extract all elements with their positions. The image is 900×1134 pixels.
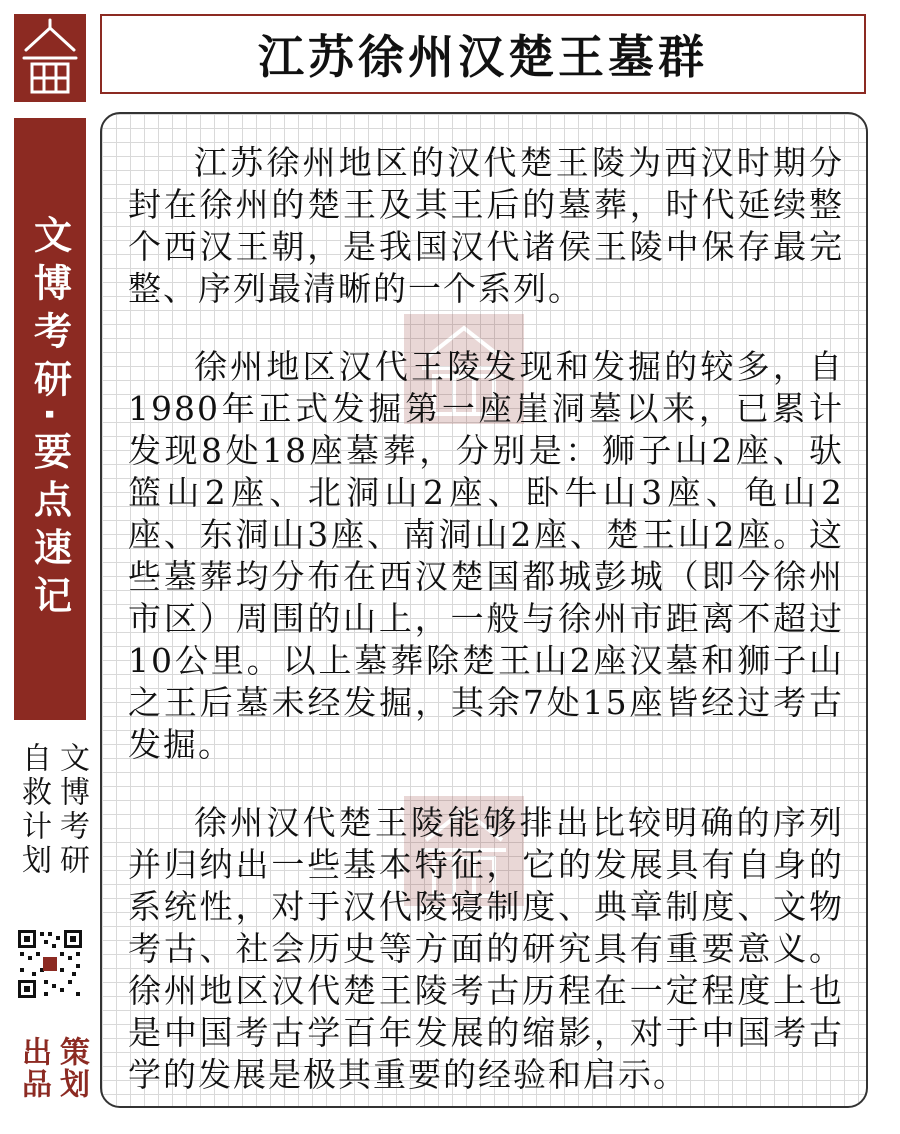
publisher-col1: 策划 [54,1036,89,1100]
article-paragraph: 江苏徐州地区的汉代楚王陵为西汉时期分封在徐州的楚王及其王后的墓葬，时代延续整个西汉王朝，是我国汉代诸侯王陵中保存最完整、序列最清晰的一个系列。 [128,143,844,308]
content-panel [100,112,868,1108]
publisher-col2: 出品 [16,1036,51,1100]
qr-code-icon [16,928,84,1000]
building-logo-icon [14,14,86,102]
article-paragraph: 徐州汉代楚王陵能够排出比较明确的序列并归纳出一些基本特征，它的发展具有自身的系统性，对于汉代陵寝制度、典章制度、文物考古、社会历史等方面的研究具有重要意义。徐州地区汉代楚王陵考古历程在一定程度上也是中国考古学百年发展的缩影，对于中国考古学的发展是极其重要的经验和启示。 [128,803,844,1094]
series-name-col1: 文博考研 [54,742,89,878]
article-body [102,114,866,1096]
series-banner [14,118,86,720]
page-title: 江苏徐州汉楚王墓群 [258,30,708,84]
publisher-credit [16,1036,88,1116]
article-paragraph: 徐州地区汉代王陵发现和发掘的较多，自1980年正式发掘第一座崖洞墓以来，已累计发现8处18座墓葬，分别是：狮子山2座、驮篮山2座、北洞山2座、卧牛山3座、龟山2座、东洞山3座、南洞山2座、楚王山2座。这些墓葬均分布在西汉楚国都城彭城（即今徐州市区）周围的山上，一般与徐州市距离不超过10公里。以上墓葬除楚王山2座汉墓和狮子山之王后墓未经发掘，其余7处15座皆经过考古发掘。 [128,347,844,764]
series-banner-text: 文博考研·要点速记 [27,214,72,624]
qr-code[interactable] [16,928,84,1000]
series-name [16,742,88,910]
series-name-col2: 自救计划 [16,742,51,878]
logo [14,14,86,102]
title-box [100,14,866,94]
